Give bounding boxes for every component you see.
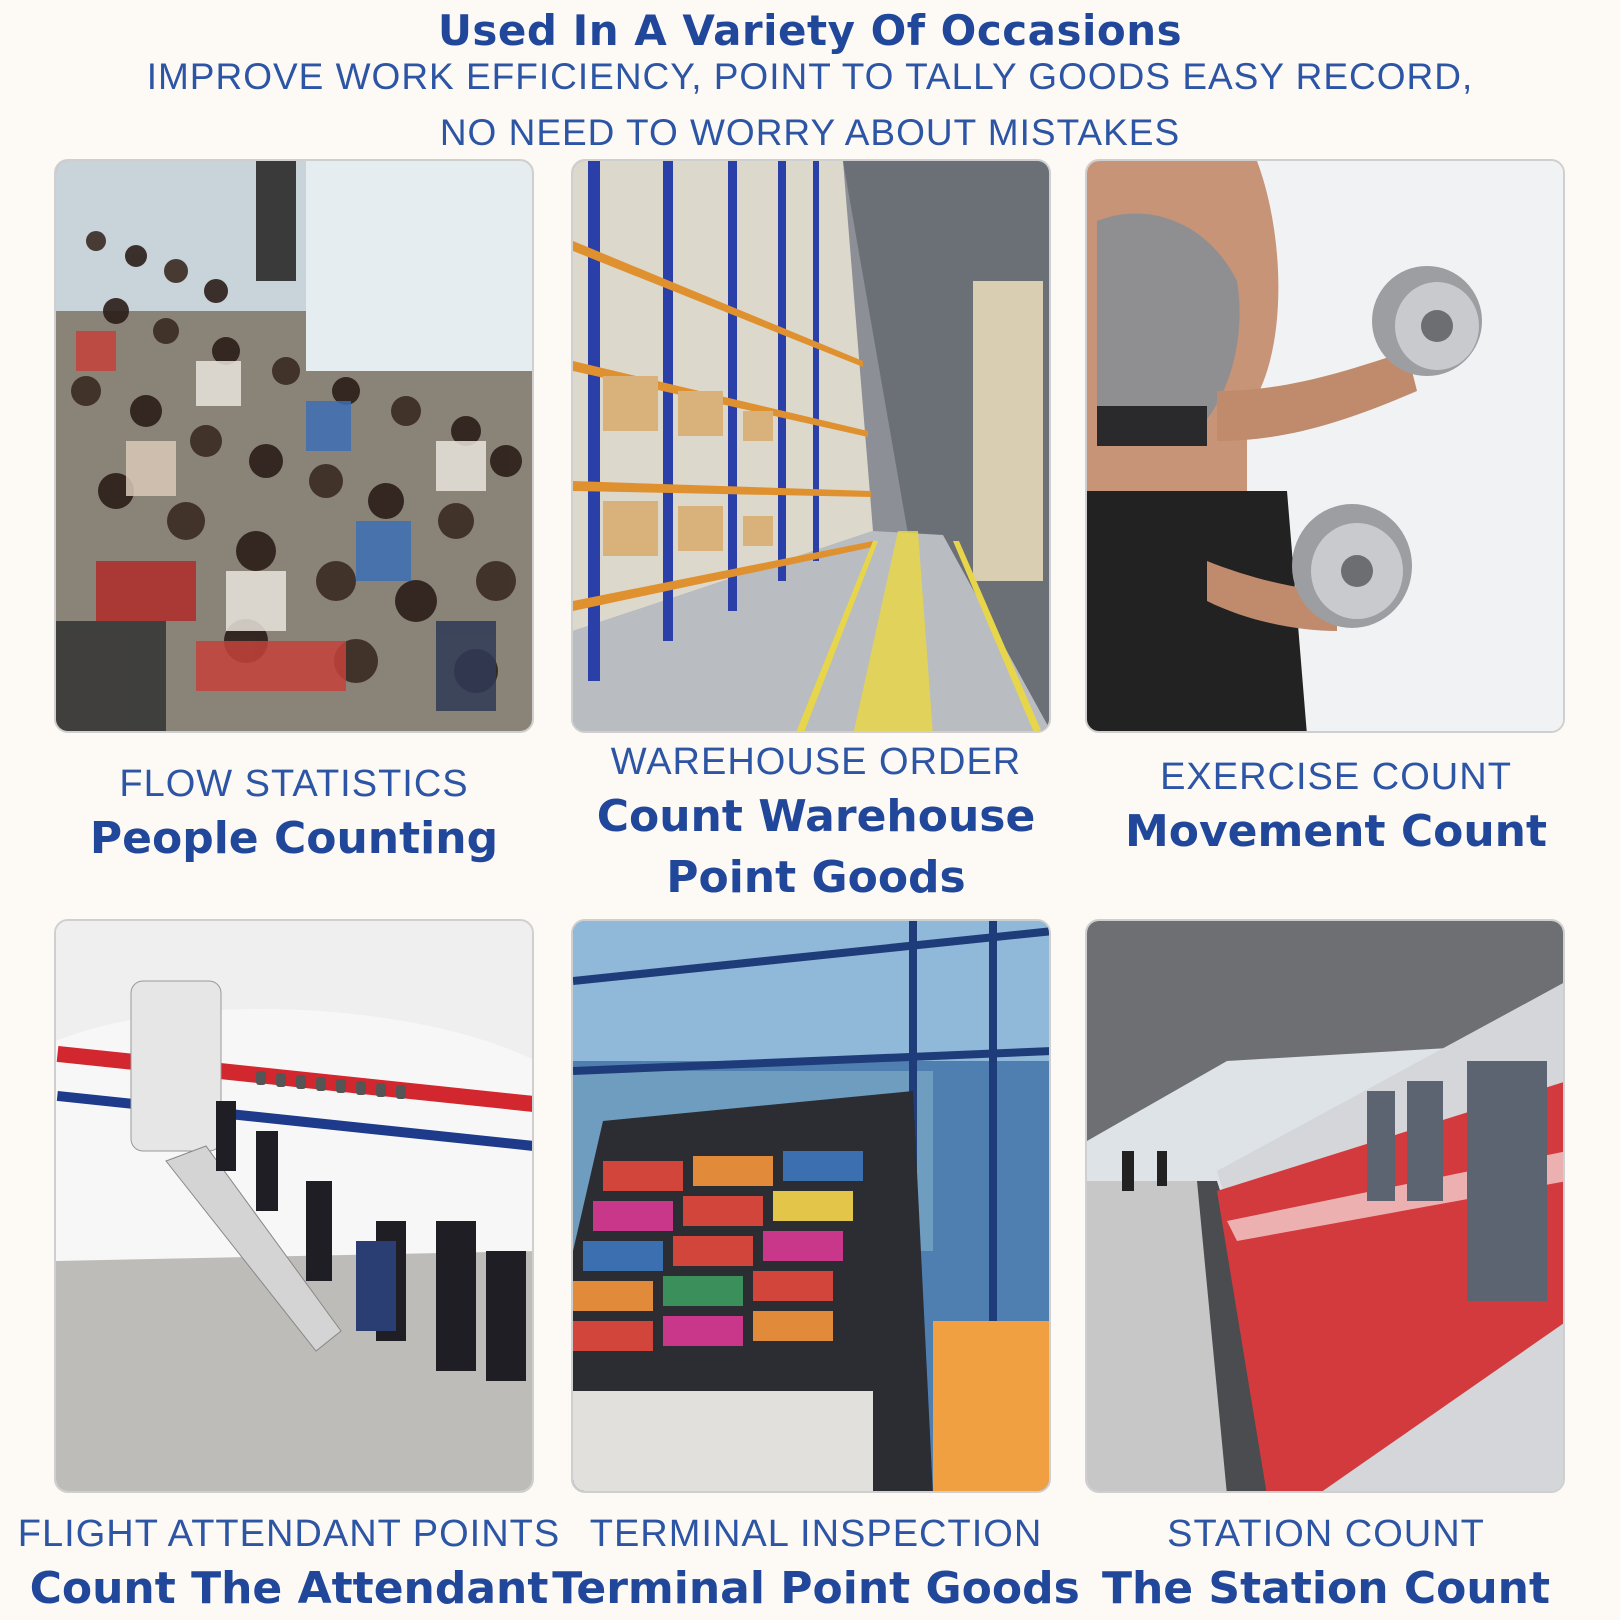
caption-top: FLIGHT ATTENDANT POINTS bbox=[17, 1513, 561, 1555]
caption-top: FLOW STATISTICS bbox=[119, 763, 469, 805]
caption-station-count bbox=[1056, 1512, 1596, 1619]
crowd-photo bbox=[54, 159, 534, 733]
caption-top: EXERCISE COUNT bbox=[1160, 756, 1512, 798]
subtitle-line-2: NO NEED TO WORRY ABOUT MISTAKES bbox=[439, 112, 1181, 153]
page-title: Used In A Variety Of Occasions bbox=[437, 6, 1183, 55]
caption-bold: People Counting bbox=[89, 812, 499, 864]
dumbbell-photo bbox=[1085, 159, 1565, 733]
caption-bold: Count Warehouse bbox=[596, 790, 1036, 842]
caption-flow-statistics bbox=[24, 762, 564, 869]
caption-bold-line-2: Point Goods bbox=[666, 852, 966, 904]
caption-bold: The Station Count bbox=[1101, 1562, 1551, 1614]
warehouse-photo bbox=[571, 159, 1051, 733]
caption-terminal-inspection bbox=[546, 1512, 1086, 1619]
airplane-photo bbox=[54, 919, 534, 1493]
train-station-photo bbox=[1085, 919, 1565, 1493]
caption-warehouse-order bbox=[546, 740, 1086, 909]
caption-top: TERMINAL INSPECTION bbox=[589, 1513, 1043, 1555]
caption-top: WAREHOUSE ORDER bbox=[610, 741, 1022, 783]
caption-bold: Movement Count bbox=[1124, 805, 1548, 857]
caption-bold: Terminal Point Goods bbox=[552, 1562, 1080, 1614]
caption-flight-attendant bbox=[14, 1512, 564, 1619]
caption-exercise-count bbox=[1066, 755, 1606, 862]
container-port-photo bbox=[571, 919, 1051, 1493]
caption-top: STATION COUNT bbox=[1167, 1513, 1485, 1555]
subtitle-line-1: IMPROVE WORK EFFICIENCY, POINT TO TALLY GOODS EASY RECORD, bbox=[146, 56, 1474, 97]
caption-bold: Count The Attendant bbox=[29, 1562, 549, 1614]
